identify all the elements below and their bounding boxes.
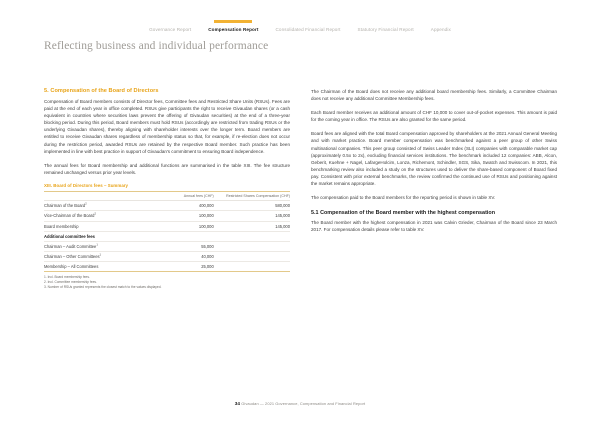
row-annual-fee: 100,000 [162, 211, 214, 221]
nav-item-label: Appendix [430, 27, 451, 32]
table-footnotes [44, 275, 290, 289]
nav-item-governance-report[interactable] [149, 20, 191, 32]
table-row [44, 262, 290, 272]
row-label-text: Membership – All Committees [44, 264, 99, 270]
row-rsu-compensation: 145,000 [214, 221, 290, 231]
row-label-text: Board membership [44, 223, 79, 229]
row-rsu-compensation: 580,000 [214, 201, 290, 211]
paragraph-board-compensation: Compensation of Board members consists of Director fees, Committee fees and Restricted Share Units (RSUs). Fees are paid at the end of each year in office completed. RSUs give participants the right to receive Givaudan shares (or a cash equivalent in countries where securities laws prevent the offering of Givaudan securities) at the end of a three-year blocking period. During this period, Board members must hold RSUs (accordingly are restricted from trading RSUs or the underlying Givaudan shares), thereby aligning with shareholder interests over the longer term. Board members are entitled to receive Givaudan shares regardless of membership status so that, for example, if re-election does not occur during the restriction period, awarded RSUs are retained by the respective Board member. Such practice has been implemented in line with best practice in support of Givaudan's commitment to ensuring Board independence. [44, 99, 290, 154]
footnote-1: 1. Incl. Board membership fees. [44, 275, 90, 280]
table-row-group-header [44, 231, 290, 241]
nav-item-label: Statutory Financial Report [357, 27, 414, 32]
row-label-text: Chairman of the Board [44, 203, 86, 209]
row-label [44, 262, 162, 272]
section-heading-5-1: 5.1 Compensation of the Board member with the highest compensation [311, 210, 496, 217]
row-rsu-compensation [214, 241, 290, 251]
table-col-label [44, 191, 162, 200]
table-col-restricted-shares: Restricted Shares Compensation (CHF) [214, 191, 290, 200]
nav-item-label: Consolidated Financial Report [275, 27, 341, 32]
table-row [44, 221, 290, 231]
row-annual-fee: 400,000 [162, 201, 214, 211]
nav-item-label: Governance Report [149, 27, 192, 32]
row-rsu-compensation [214, 252, 290, 262]
paragraph-highest-compensation: The Board member with the highest compensation in 2021 was Calvin Grieder, Chairman of the Board since 23 March 2017. For compensation details please refer to table XV. [311, 219, 557, 232]
page-number: 34 [234, 401, 241, 406]
row-label [44, 211, 162, 221]
row-annual-fee: 25,000 [162, 262, 214, 272]
nav-item-appendix[interactable] [431, 20, 451, 32]
nav-item-compensation-report[interactable] [208, 20, 258, 32]
row-label [44, 201, 162, 211]
nav-item-consolidated-financial-report[interactable] [276, 20, 341, 32]
row-annual-fee: 40,000 [162, 252, 214, 262]
footnote-3: 3. Number of RSUs granted represents the closest match to the values displayed. [44, 284, 162, 289]
table-title-xiii: XIII. Board of Directors fees – Summary [44, 182, 129, 188]
nav-item-label: Compensation Report [208, 27, 259, 32]
row-label-text: Chairman – Audit Committee [44, 243, 97, 249]
row-label [44, 221, 162, 231]
section-heading-5: 5. Compensation of the Board of Directors [44, 88, 159, 94]
right-column [311, 88, 557, 289]
table-row [44, 241, 290, 251]
row-rsu-compensation [214, 262, 290, 272]
row-label [44, 252, 162, 262]
page-title: Reflecting business and individual performance [44, 40, 269, 52]
paragraph-annual-fees: The annual fees for Board membership and additional functions are summarised in the table XIII. The fee structure remained unchanged versus prior year levels. [44, 162, 290, 175]
footer-text: Givaudan — 2021 Governance, Compensation and Financial Report [241, 401, 366, 406]
row-annual-fee: 100,000 [162, 221, 214, 231]
left-column [44, 88, 290, 289]
table-header [44, 191, 290, 200]
row-footnote-marker: 1 [99, 253, 101, 257]
row-footnote-marker: 2 [94, 213, 96, 217]
paragraph-table-xv-reference: The compensation paid to the Board members for the reporting period is shown in table XV. [311, 195, 496, 201]
footnote-2: 2. Incl. Committee membership fees. [44, 280, 97, 285]
row-annual-fee: 55,000 [162, 241, 214, 251]
paragraph-chairman-fees: The Chairman of the Board does not receive any additional board membership fees. Similarly, a Committee Chairman does not receive any additional Committee Membership fees. [311, 89, 557, 102]
row-label-text: Vice-Chairman of the Board [44, 213, 95, 219]
nav-item-statutory-financial-report[interactable] [358, 20, 414, 32]
row-rsu-compensation: 145,000 [214, 211, 290, 221]
row-annual-fee [162, 231, 214, 241]
row-label-text: Chairman – Other Committees [44, 254, 100, 260]
table-header-row [44, 191, 290, 200]
row-footnote-marker: 1 [96, 243, 98, 247]
table-col-annual-fees: Annual fees (CHF) [162, 191, 214, 200]
row-footnote-marker: 2 [85, 202, 87, 206]
paragraph-out-of-pocket: Each Board member receives an additional amount of CHF 10,000 to cover out-of-pocket expenses. This amount is paid for the coming year in office. The RSUs are also granted for the same period. [311, 110, 557, 123]
table-body [44, 201, 290, 272]
row-rsu-compensation [214, 231, 290, 241]
table-row [44, 252, 290, 262]
table-row [44, 211, 290, 221]
row-label [44, 231, 162, 241]
page-footer [0, 401, 600, 406]
body-columns [44, 88, 558, 289]
row-label-text: Additional committee fees [44, 233, 95, 239]
section-nav[interactable] [0, 20, 600, 36]
board-fees-table [44, 191, 290, 273]
table-row [44, 201, 290, 211]
paragraph-benchmarking: Board fees are aligned with the total Board compensation approved by shareholders at the 2021 Annual General Meeting and with market practice. Board member compensation was benchmarked against a peer group of other Swiss multinational companies. This peer group consisted of Swiss Leader Index (SLI) companies with comparable market cap (approximately 0.5x to 2x), excluding financial services institutions. The benchmark included 12 companies: ABB, Alcon, Geberit, Kuehne + Nagel, LafargeHolcim, Lonza, Richemont, Schindler, SGS, Sika, Swatch and Swisscom. In 2021, this benchmarking review also included a study on the structures used to deliver the share-based component of Board fixed pay. Consistent with prior external benchmarks, the review confirmed the continued use of RSUs and positioning against the market remains appropriate. [311, 131, 557, 187]
row-label [44, 241, 162, 251]
